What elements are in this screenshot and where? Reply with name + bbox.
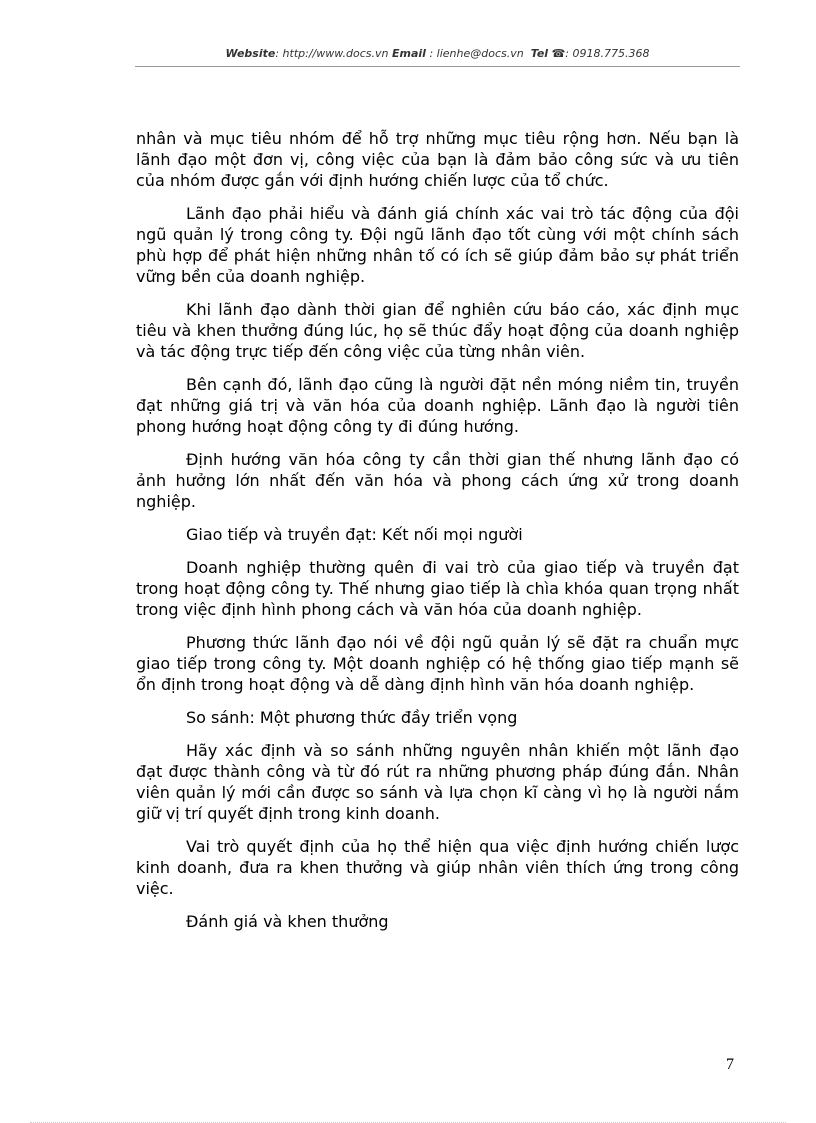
website-label: Website [225, 47, 276, 60]
paragraph: Lãnh đạo phải hiểu và đánh giá chính xác vai trò tác động của đội ngũ quản lý trong công ty. Đội ngũ lãnh đạo tốt cùng với một chính sách phù hợp để phát hiện những nhân tố có ích sẽ giúp đảm bảo sự phát triển vững bền của doanh nghiệp. [136, 204, 739, 286]
tel-value: : 0918.775.368 [565, 47, 650, 60]
page-header [135, 47, 740, 60]
header-divider [135, 66, 740, 67]
document-body [136, 128, 739, 944]
paragraph: Vai trò quyết định của họ thể hiện qua việc định hướng chiến lược kinh doanh, đưa ra khen thưởng và giúp nhân viên thích ứng trong công việc. [136, 837, 739, 898]
paragraph: nhân và mục tiêu nhóm để hỗ trợ những mục tiêu rộng hơn. Nếu bạn là lãnh đạo một đơn vị, công việc của bạn là đảm bảo công sức và ưu tiên của nhóm được gắn với định hướng chiến lược của tổ chức. [136, 129, 739, 190]
phone-icon: ☎ [551, 47, 566, 60]
section-heading: Giao tiếp và truyền đạt: Kết nối mọi người [186, 525, 523, 544]
paragraph: Hãy xác định và so sánh những nguyên nhân khiến một lãnh đạo đạt được thành công và từ đó rút ra những phương pháp đúng đắn. Nhân viên quản lý mới cần được so sánh và lựa chọn kĩ càng vì họ là người nắm giữ vị trí quyết định trong kinh doanh. [136, 741, 739, 823]
paragraph: Phương thức lãnh đạo nói về đội ngũ quản lý sẽ đặt ra chuẩn mực giao tiếp trong công ty. Một doanh nghiệp có hệ thống giao tiếp mạnh sẽ ổn định trong hoạt động và dễ dàng định hình văn hóa doanh nghiệp. [136, 633, 739, 694]
tel-label: Tel [530, 47, 549, 60]
paragraph: Định hướng văn hóa công ty cần thời gian thế nhưng lãnh đạo có ảnh hưởng lớn nhất đến văn hóa và phong cách ứng xử trong doanh nghiệp. [136, 450, 739, 511]
paragraph: Khi lãnh đạo dành thời gian để nghiên cứu báo cáo, xác định mục tiêu và khen thưởng đúng lúc, họ sẽ thúc đẩy hoạt động của doanh nghiệp và tác động trực tiếp đến công việc của từng nhân viên. [136, 300, 739, 361]
email-label: Email [392, 47, 426, 60]
page-number: 7 [726, 1056, 734, 1073]
website-value: : http://www.docs.vn [275, 47, 389, 60]
paragraph: Bên cạnh đó, lãnh đạo cũng là người đặt nền móng niềm tin, truyền đạt những giá trị và văn hóa của doanh nghiệp. Lãnh đạo là người tiên phong hướng hoạt động công ty đi đúng hướng. [136, 375, 739, 436]
paragraph: Doanh nghiệp thường quên đi vai trò của giao tiếp và truyền đạt trong hoạt động công ty. Thế nhưng giao tiếp là chìa khóa quan trọng nhất trong việc định hình phong cách và văn hóa của doanh nghiệp. [136, 558, 739, 619]
section-heading: Đánh giá và khen thưởng [186, 912, 389, 931]
section-heading: So sánh: Một phương thức đầy triển vọng [186, 708, 518, 727]
email-value: : lienhe@docs.vn [425, 47, 524, 60]
